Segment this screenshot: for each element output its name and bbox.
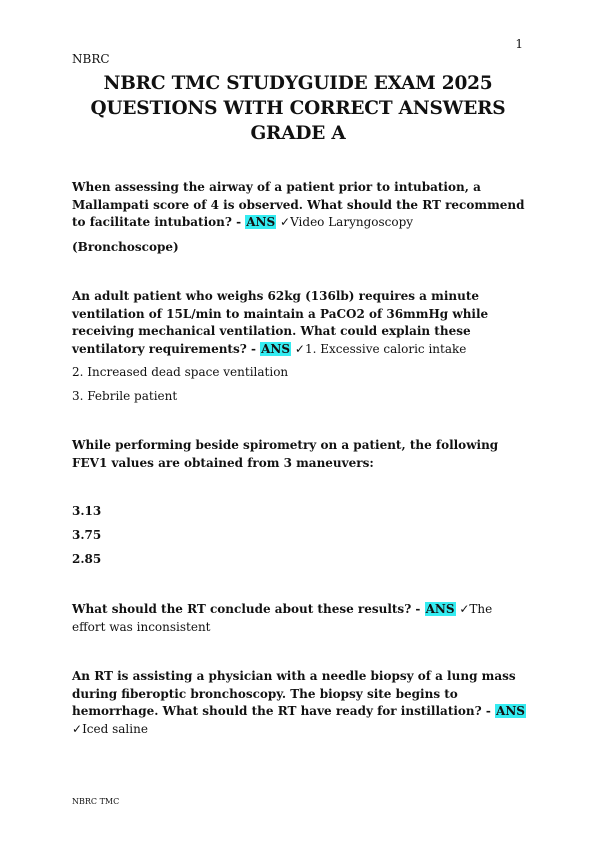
question-2-text: An adult patient who weighs 62kg (136lb) requires a minute ventilation of 15L/min to maintain a PaCO2 of 36mmHg while receiving mechanical ventilation. What could explain these ventilatory requirements?	[72, 289, 489, 356]
check-icon: ✓	[459, 602, 470, 616]
fev1-value-2: 3.75	[72, 528, 102, 542]
question-4-answer: Iced saline	[82, 721, 148, 736]
ans-highlight: ANS	[261, 341, 291, 356]
question-1-text: When assessing the airway of a patient prior to intubation, a Mallampati score of 4 is observed. What should the RT recommend to facilitate intubation?	[72, 180, 525, 229]
question-3	[72, 601, 527, 636]
separator: -	[481, 704, 496, 718]
question-3-answer: The effort was inconsistent	[72, 602, 493, 634]
question-2-answer: 1. Excessive caloric intake	[304, 341, 467, 356]
check-icon: ✓	[280, 215, 291, 229]
question-2-answer-2: 2. Increased dead space ventilation	[72, 365, 289, 379]
question-2-answer-3: 3. Febrile patient	[72, 389, 178, 403]
document-title: NBRC TMC STUDYGUIDE EXAM 2025 QUESTIONS WITH CORRECT ANSWERS GRADE A	[90, 73, 506, 144]
ans-highlight: ANS	[246, 215, 276, 229]
ans-highlight: ANS	[425, 602, 455, 616]
question-2	[72, 288, 527, 358]
question-1	[72, 179, 527, 232]
separator: -	[231, 215, 246, 229]
question-4	[72, 668, 527, 738]
question-1-answer: Video Laryngoscopy	[290, 215, 414, 229]
separator: -	[411, 602, 425, 616]
check-icon: ✓	[72, 721, 83, 736]
fev1-value-1: 3.13	[72, 504, 102, 518]
question-3-stem: While performing beside spirometry on a patient, the following FEV1 values are obtained from 3 maneuvers:	[72, 438, 499, 470]
check-icon: ✓	[294, 341, 305, 356]
question-4-text: An RT is assisting a physician with a needle biopsy of a lung mass during fiberoptic bronchoscopy. The biopsy site begins to hemorrhage. What should the RT have ready for instillation?	[72, 669, 516, 718]
header-label: NBRC	[72, 52, 110, 66]
footer-label: NBRC TMC	[72, 797, 120, 806]
ans-highlight: ANS	[496, 704, 525, 718]
page-number: 1	[515, 37, 523, 51]
fev1-value-3: 2.85	[72, 552, 102, 566]
separator: -	[246, 341, 261, 356]
question-1-extra: (Bronchoscope)	[72, 240, 179, 254]
question-3-text: What should the RT conclude about these results?	[72, 602, 412, 616]
